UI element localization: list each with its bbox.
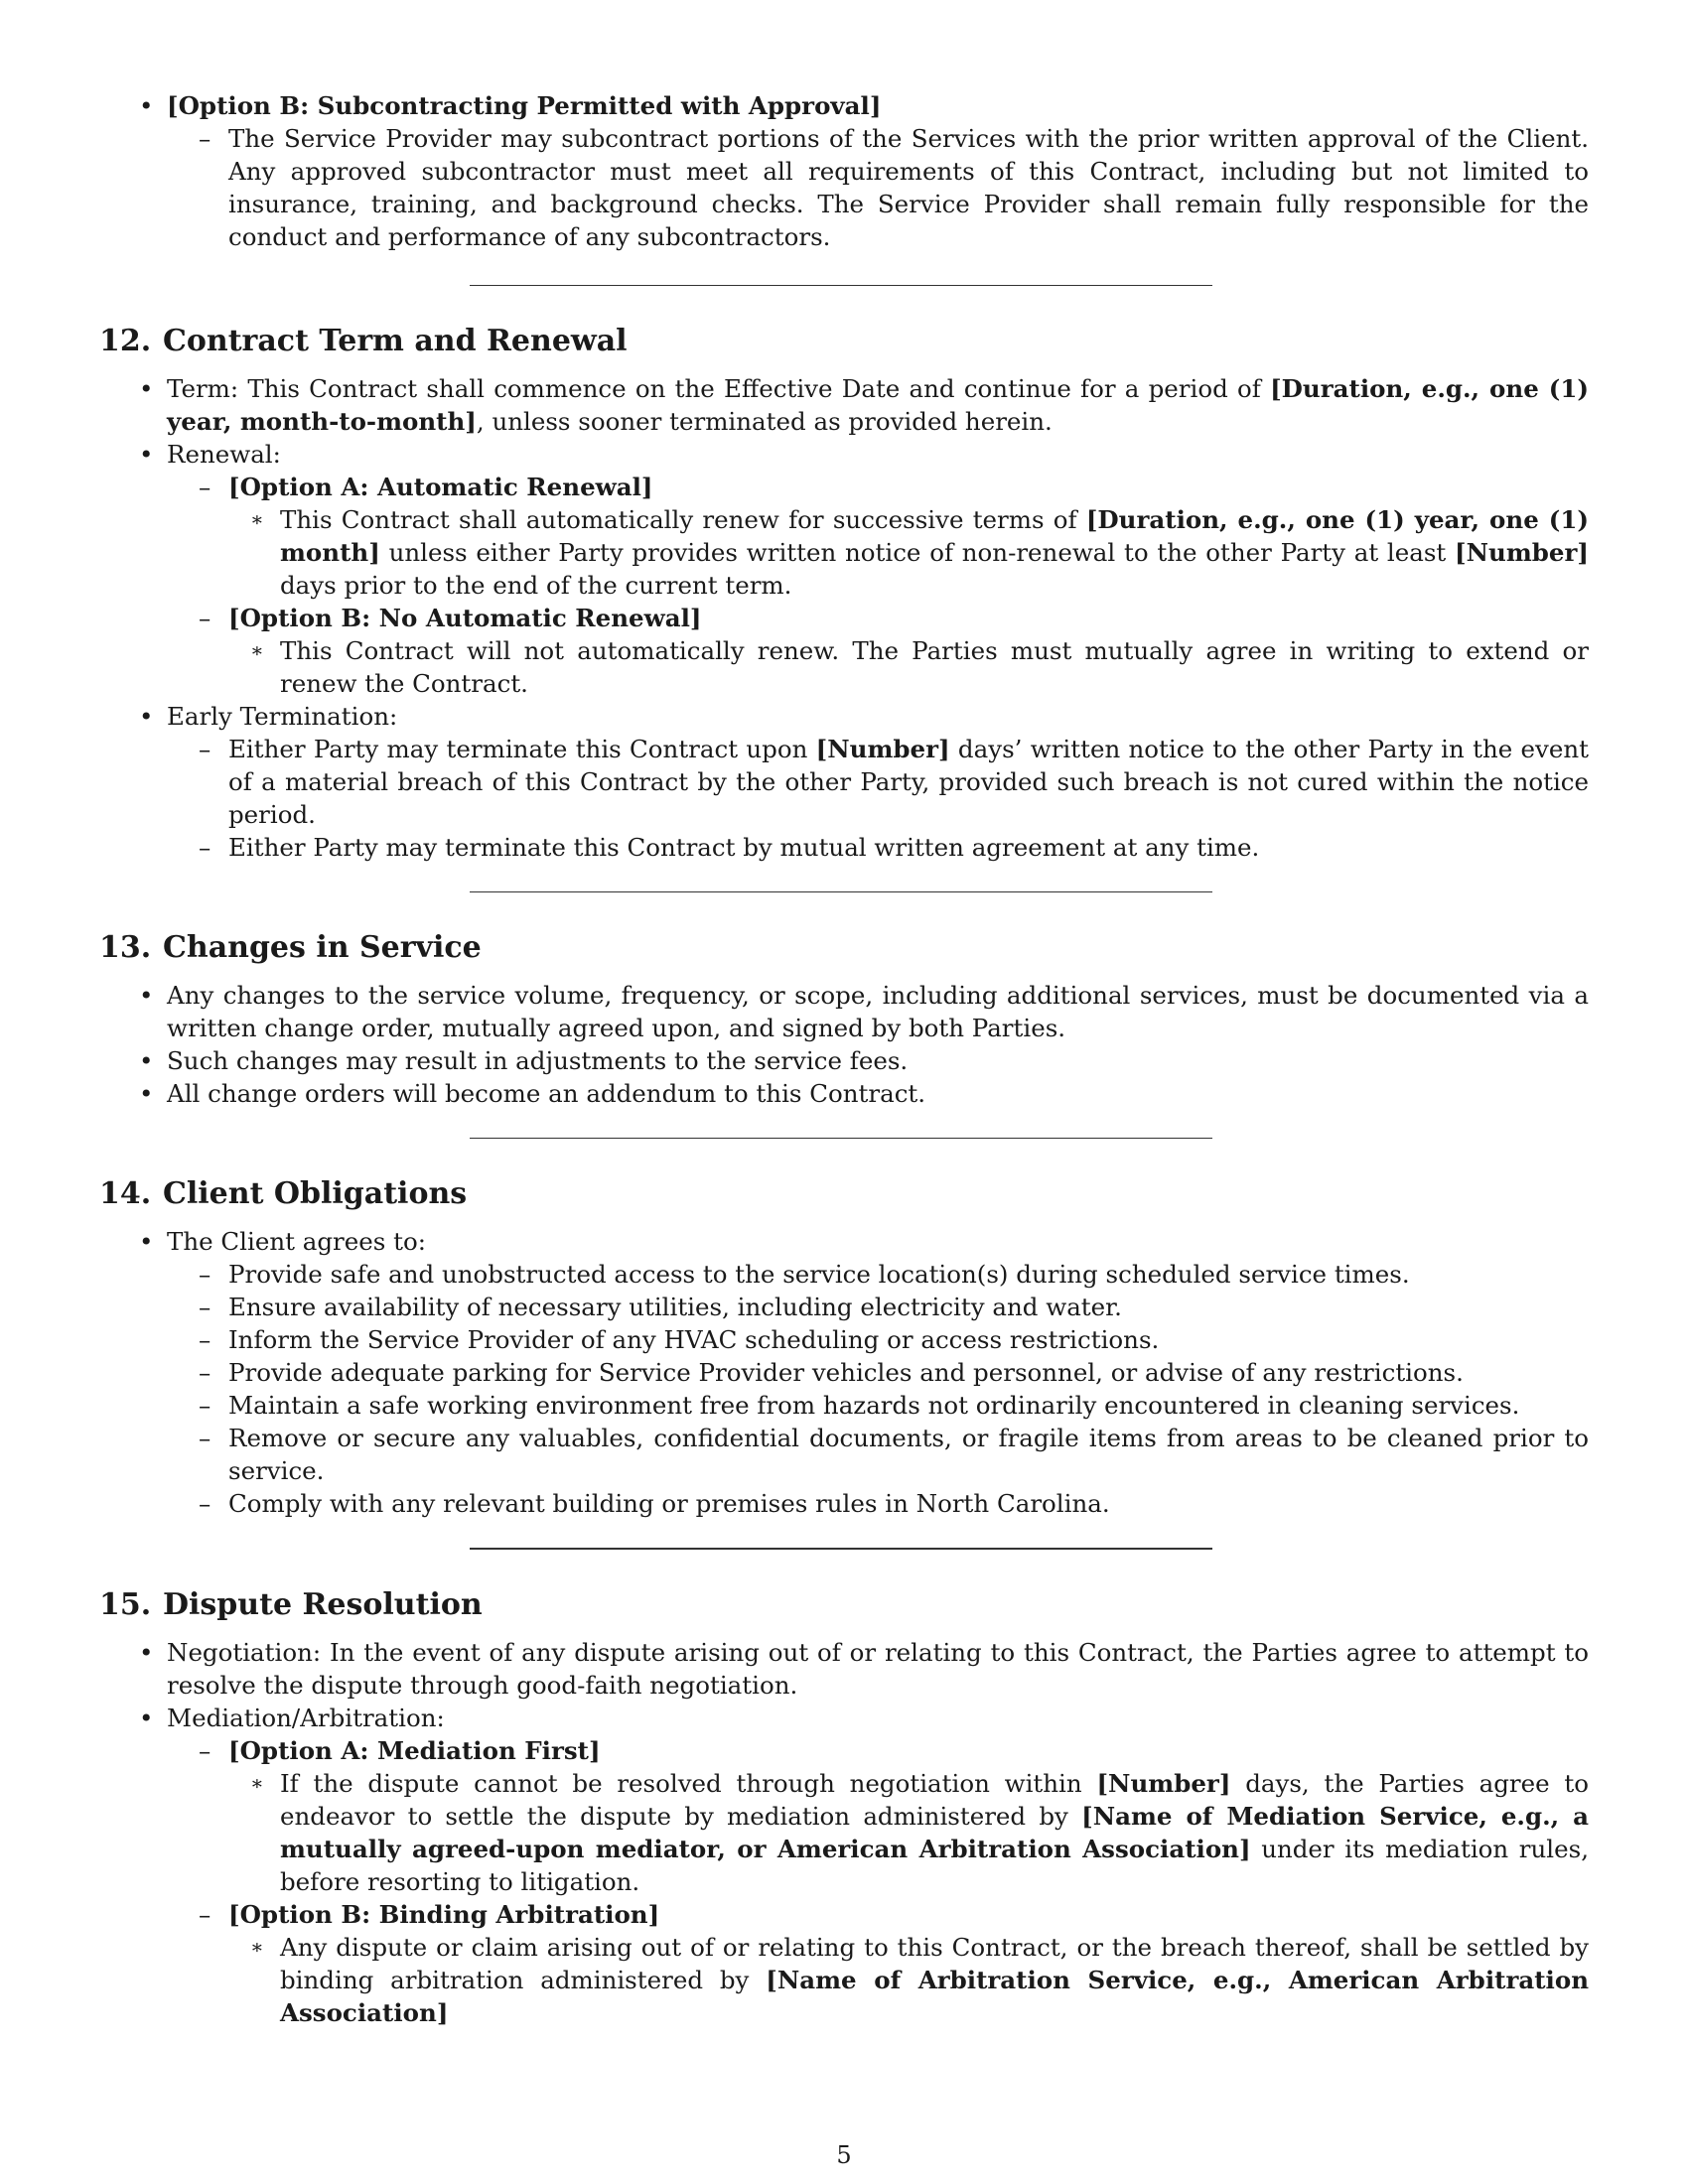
list-item: – Remove or secure any valuables, confidential documents, or fragile items from areas to be cleaned prior to service. [167, 1422, 1589, 1487]
sec11-list [99, 89, 1589, 253]
section-title: Dispute Resolution [163, 1587, 483, 1622]
page-number: 5 [836, 2141, 852, 2169]
sec11-option-b-text: – The Service Provider may subcontract portions of the Services with the prior written approval of the Client. Any approved subcontractor must meet all requirements of this Contract, including but not limited to insurance, training, and background checks. The Service Provider shall remain fully responsible for the conduct and performance of any subcontractors. [167, 122, 1589, 253]
sec12-option-b: – [Option B: No Automatic Renewal] ∗ This Contract will not automatically renew. The Parties must mutually agree in writing to extend or renew the Contract. [167, 602, 1589, 700]
sec12-early-1: – Either Party may terminate this Contract upon [Number] days’ written notice to the other Party in the event of a material breach of this Contract by the other Party, provided such breach is not cured within the notice period. [167, 733, 1589, 831]
list-item: – Provide adequate parking for Service Provider vehicles and personnel, or advise of any restrictions. [167, 1356, 1589, 1389]
sec14-list [99, 1225, 1589, 1520]
list-item: – Maintain a safe working environment free from hazards not ordinarily encountered in cleaning services. [167, 1389, 1589, 1422]
section-divider [470, 1548, 1212, 1550]
list-item: – Provide safe and unobstructed access to the service location(s) during scheduled service times. [167, 1258, 1589, 1291]
sec14-intro: • The Client agrees to: – Provide safe and unobstructed access to the service location(s) during scheduled service times. – Ensure availability of necessary utilities, including electricity and water. – Inform the Service Provider of any HVAC scheduling or access restrictions. – Provide adequate parking for Service Provider vehicles and personnel, or advise of any restrictions. – Maintain a safe working environment free from hazards not ordinarily encountered in cleaning services. – Remove or secure any valuables, confidential documents, or fragile items from areas to be cleaned prior to service. – Comply with any relevant building or premises rules in North Carolina. [99, 1225, 1589, 1520]
section-14-heading [99, 1176, 1589, 1211]
section-15-heading [99, 1587, 1589, 1622]
sec12-option-a: – [Option A: Automatic Renewal] ∗ This Contract shall automatically renew for successive terms of [Duration, e.g., one (1) year, one (1) month] unless either Party provides written notice of non-renewal to the other Party at least [Number] days prior to the end of the current term. [167, 471, 1589, 602]
sec15-option-b: – [Option B: Binding Arbitration] ∗ Any dispute or claim arising out of or relating to this Contract, or the breach thereof, shall be settled by binding arbitration administered by [Name of Arbitration Service, e.g., American Arbitration Association] [167, 1898, 1589, 2029]
section-divider [470, 285, 1212, 286]
section-title: Contract Term and Renewal [163, 324, 628, 358]
sec15-mediation-arbitration: • Mediation/Arbitration: – [Option A: Mediation First] ∗ If the dispute cannot be resolved through negotiation within [Number] days, the Parties agree to endeavor to settle the dispute by mediation administered by [Name of Mediation Service, e.g., a mutually agreed-upon mediator, or American Arbitration Association] under its mediation rules, before resorting to litigation. – [Option B: Binding Arbitration] ∗ Any dispute or claim arising out of or relating to this Contract, or the breach thereof, shall be settled by binding arbitration administered by [Name of Arbitration Service, e.g., American Arbitration Association] [99, 1702, 1589, 2029]
section-number: 13. [99, 930, 152, 965]
sec13-list [99, 979, 1589, 1110]
list-item: – Comply with any relevant building or premises rules in North Carolina. [167, 1487, 1589, 1520]
sec15-option-a: – [Option A: Mediation First] ∗ If the dispute cannot be resolved through negotiation within [Number] days, the Parties agree to endeavor to settle the dispute by mediation administered by [Name of Mediation Service, e.g., a mutually agreed-upon mediator, or American Arbitration Association] under its mediation rules, before resorting to litigation. [167, 1734, 1589, 1898]
sec12-term: • Term: This Contract shall commence on the Effective Date and continue for a period of [Duration, e.g., one (1) year, month-to-month], unless sooner terminated as provided herein. [99, 372, 1589, 438]
sec12-early-termination: • Early Termination: – Either Party may terminate this Contract upon [Number] days’ written notice to the other Party in the event of a material breach of this Contract by the other Party, provided such breach is not cured within the notice period. – Either Party may terminate this Contract by mutual written agreement at any time. [99, 700, 1589, 864]
section-title: Changes in Service [163, 930, 482, 965]
list-item: – Ensure availability of necessary utilities, including electricity and water. [167, 1291, 1589, 1323]
section-divider [470, 1138, 1212, 1139]
sec12-option-b-text: ∗ This Contract will not automatically renew. The Parties must mutually agree in writing to extend or renew the Contract. [228, 634, 1589, 700]
sec11-option-b-label: [Option B: Subcontracting Permitted with Approval] [167, 91, 882, 120]
section-number: 15. [99, 1587, 152, 1622]
sec15-negotiation: • Negotiation: In the event of any dispute arising out of or relating to this Contract, the Parties agree to attempt to resolve the dispute through good-faith negotiation. [99, 1636, 1589, 1702]
section-number: 12. [99, 324, 152, 358]
section-divider [470, 891, 1212, 892]
sec12-option-a-text: ∗ This Contract shall automatically renew for successive terms of [Duration, e.g., one (1) year, one (1) month] unless either Party provides written notice of non-renewal to the other Party at least [Number] days prior to the end of the current term. [228, 503, 1589, 602]
list-item: – Inform the Service Provider of any HVAC scheduling or access restrictions. [167, 1323, 1589, 1356]
sec12-renewal: • Renewal: – [Option A: Automatic Renewal] ∗ This Contract shall automatically renew for successive terms of [Duration, e.g., one (1) year, one (1) month] unless either Party provides written notice of non-renewal to the other Party at least [Number] days prior to the end of the current term. – [Option B: No Automatic Renewal] ∗ This Contract will not automatically renew. The Parties must mutually agree in writing to extend or renew the Contract. [99, 438, 1589, 700]
list-item: • All change orders will become an addendum to this Contract. [99, 1077, 1589, 1110]
document-page [99, 89, 1589, 2029]
sec15-option-b-text: ∗ Any dispute or claim arising out of or relating to this Contract, or the breach thereof, shall be settled by binding arbitration administered by [Name of Arbitration Service, e.g., American Arbitration Association] [228, 1931, 1589, 2029]
list-item: • Such changes may result in adjustments to the service fees. [99, 1044, 1589, 1077]
list-item [99, 89, 1589, 253]
section-13-heading [99, 930, 1589, 965]
sec15-list [99, 1636, 1589, 2029]
sec15-option-a-text: ∗ If the dispute cannot be resolved through negotiation within [Number] days, the Parties agree to endeavor to settle the dispute by mediation administered by [Name of Mediation Service, e.g., a mutually agreed-upon mediator, or American Arbitration Association] under its mediation rules, before resorting to litigation. [228, 1767, 1589, 1898]
sec12-early-2: – Either Party may terminate this Contract by mutual written agreement at any time. [167, 831, 1589, 864]
section-number: 14. [99, 1176, 152, 1211]
sec12-list [99, 372, 1589, 864]
section-12-heading [99, 324, 1589, 358]
section-title: Client Obligations [163, 1176, 468, 1211]
list-item: • Any changes to the service volume, frequency, or scope, including additional services, must be documented via a written change order, mutually agreed upon, and signed by both Parties. [99, 979, 1589, 1044]
